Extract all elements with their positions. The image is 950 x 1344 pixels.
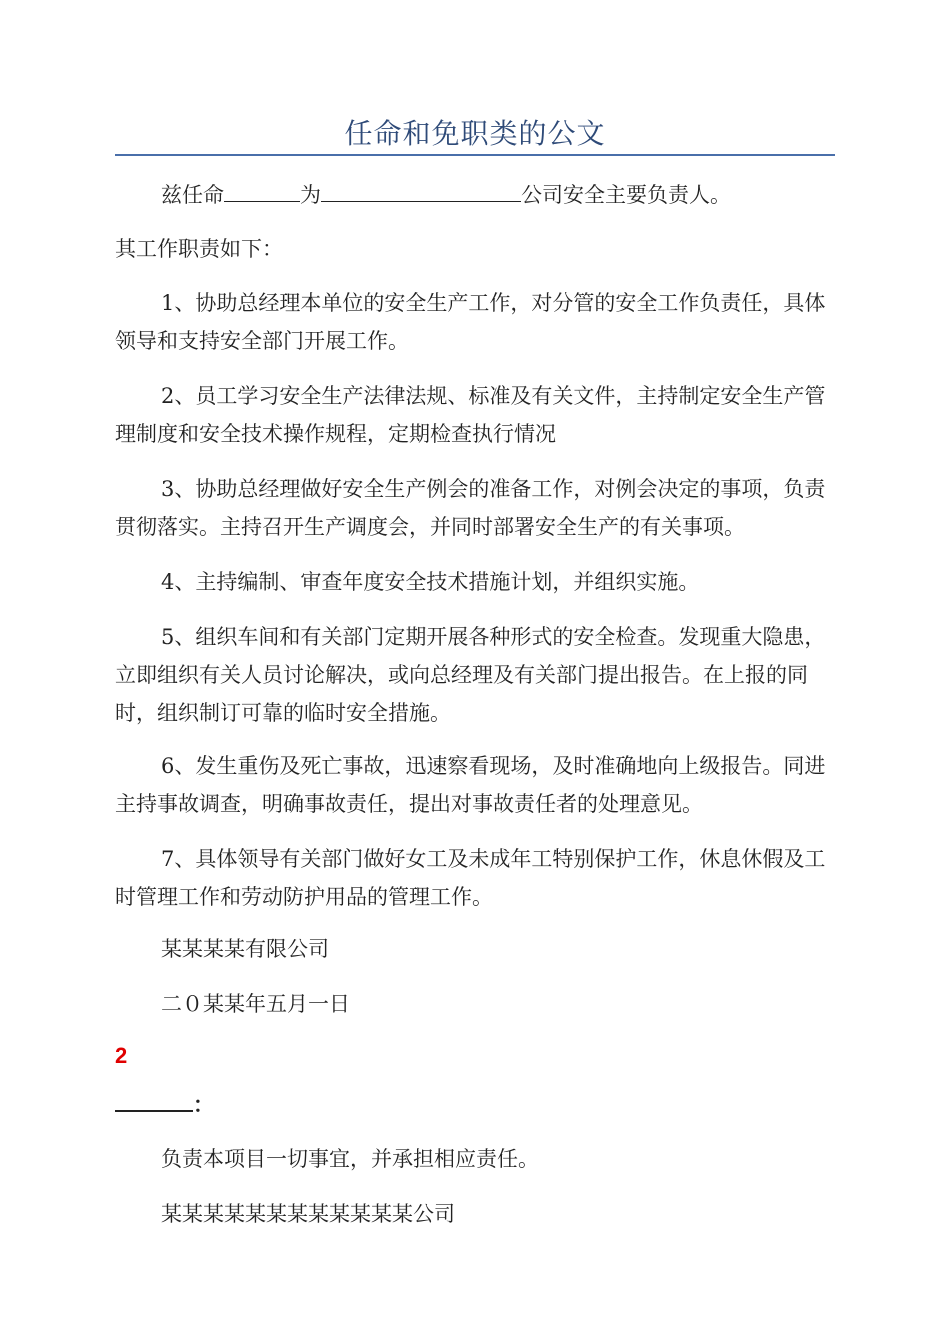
recipient-colon: ： (193, 1092, 214, 1117)
section2-company: 某某某某某某某某某某某某公司 (161, 1202, 455, 1226)
duty-item: 4、主持编制、审查年度安全技术措施计划，并组织实施。 (161, 570, 700, 594)
duties-intro: 其工作职责如下： (115, 237, 283, 261)
duty-item: 2、员工学习安全生产法律法规、标准及有关文件，主持制定安全生产管理制度和安全技术操作规程，定期检查执行情况 (115, 384, 826, 446)
duty-item: 1、协助总经理本单位的安全生产工作，对分管的安全工作负责任，具体领导和支持安全部门开展工作。 (115, 291, 826, 353)
duty-item: 3、协助总经理做好安全生产例会的准备工作，对例会决定的事项，负责贯彻落实。主持召开生产调度会，并同时部署安全生产的有关事项。 (115, 477, 826, 539)
name-blank (224, 179, 300, 202)
appointment-suffix: 公司安全主要负责人。 (521, 183, 731, 207)
duty-item: 5、组织车间和有关部门定期开展各种形式的安全检查。发现重大隐患，立即组织有关人员讨论解决，或向总经理及有关部门提出报告。在上报的同时，组织制订可靠的临时安全措施。 (115, 625, 826, 725)
recipient-blank (115, 1088, 193, 1112)
appointment-prefix: 兹任命 (161, 183, 224, 207)
appointment-middle: 为 (300, 183, 321, 207)
recipient-line (115, 1088, 214, 1121)
issuing-company: 某某某某有限公司 (161, 937, 329, 961)
document-title: 任命和免职类的公文 (344, 117, 606, 150)
section2-body: 负责本项目一切事宜，并承担相应责任。 (161, 1147, 539, 1171)
title-underline (115, 154, 835, 156)
duty-item: 6、发生重伤及死亡事故，迅速察看现场，及时准确地向上级报告。同进主持事故调查，明确事故责任，提出对事故责任者的处理意见。 (115, 754, 826, 816)
duty-item: 7、具体领导有关部门做好女工及未成年工特别保护工作，休息休假及工时管理工作和劳动防护用品的管理工作。 (115, 847, 826, 909)
position-blank (321, 179, 521, 202)
section-number: 2 (115, 1043, 128, 1068)
appointment-line (115, 176, 835, 214)
issue-date: 二０某某年五月一日 (161, 992, 350, 1016)
